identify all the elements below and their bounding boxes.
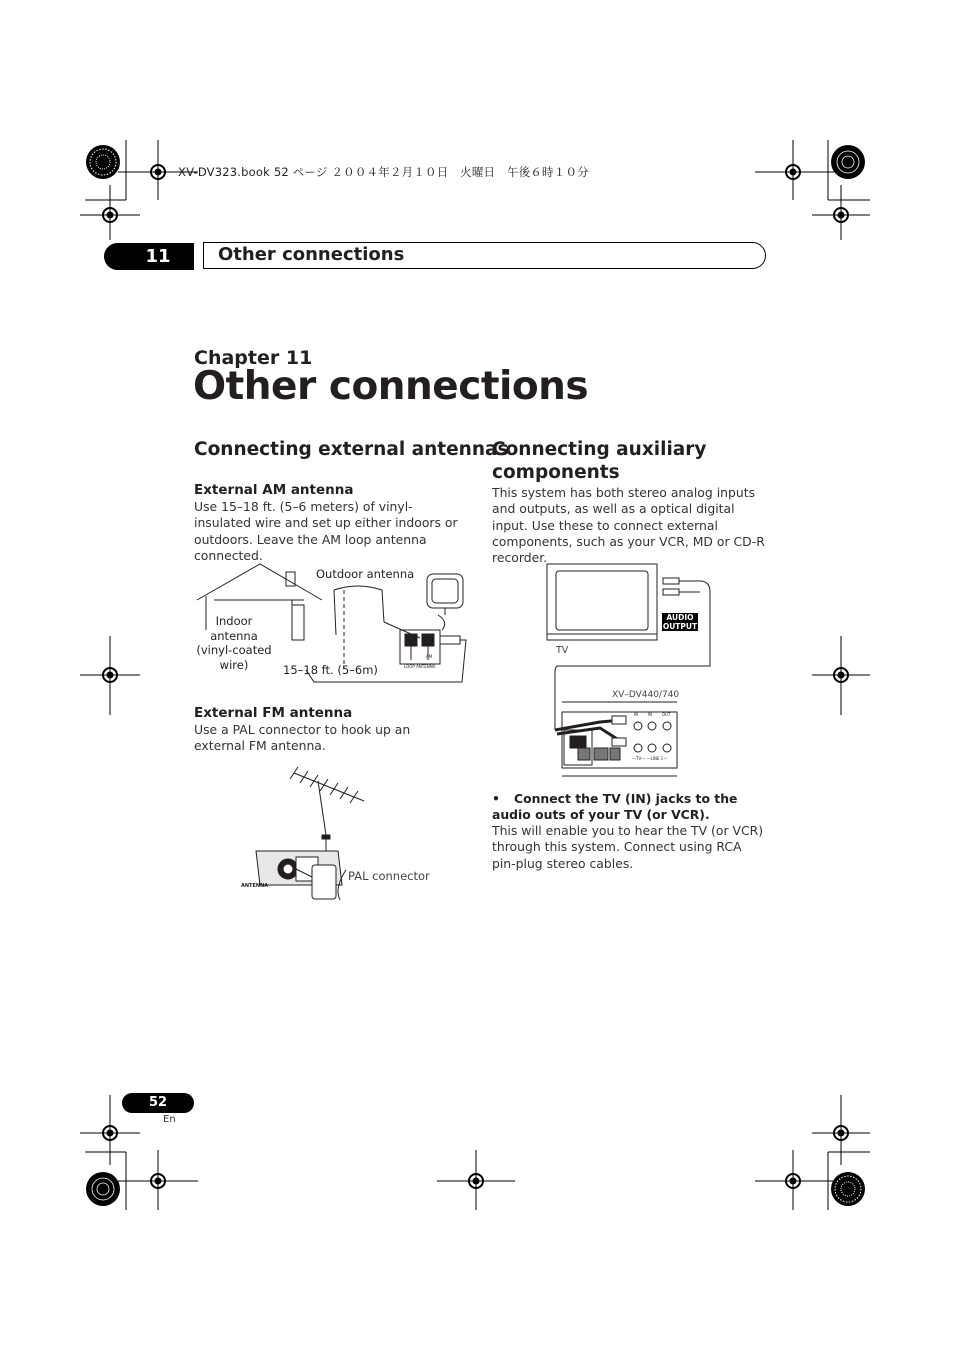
outdoor-antenna-caption: Outdoor antenna: [316, 567, 415, 581]
audio-output-badge: AUDIO OUTPUT: [662, 613, 698, 631]
print-file-info: XV-DV323.book 52 ページ ２００４年２月１０日 火曜日 午後６時１０分: [178, 165, 589, 179]
tv-caption: TV: [556, 645, 569, 656]
tv-line-label: —TV— —LINE 1—: [632, 756, 668, 761]
bullet-title: Connect the TV (IN) jacks to the audio outs of your TV (or VCR).: [492, 791, 738, 823]
antenna-terminal-label: ANTENNA: [241, 883, 269, 889]
am-antenna-body: Use 15–18 ft. (5–6 meters) of vinyl-insulated wire and set up either indoors or outdoors. Leave the AM loop antenna connected.: [194, 499, 458, 563]
chapter-bar-title: Other connections: [218, 244, 405, 265]
chapter-title-bar: [203, 242, 766, 269]
auxiliary-connection-diagram: [540, 562, 720, 780]
chapter-label: Chapter 11: [194, 347, 313, 369]
page-title: Other connections: [193, 364, 589, 409]
chapter-number-badge: 11: [104, 243, 194, 270]
loop-antenna-label: LOOP ANTENNA: [404, 664, 436, 669]
section-heading-antennas: Connecting external antennas: [194, 439, 509, 460]
fm-antenna-body: Use a PAL connector to hook up an external FM antenna.: [194, 722, 411, 754]
jack-label-out: OUT: [662, 712, 671, 717]
bullet-body: This will enable you to hear the TV (or VCR) through this system. Connect using RCA pin-plug stereo cables.: [492, 823, 764, 871]
subheading-am-antenna: External AM antenna: [194, 482, 354, 498]
wire-length-caption: 15–18 ft. (5–6m): [283, 663, 378, 677]
section-heading-auxiliary: Connecting auxiliary components: [492, 439, 707, 483]
jack-label-in-1: IN: [634, 712, 639, 717]
model-caption: XV–DV440/740: [612, 690, 680, 700]
auxiliary-body: This system has both stereo analog inputs and outputs, as well as a optical digital input. Use these to connect external components, such as your VCR, MD or CD-R recorder.: [492, 485, 765, 566]
bullet-instruction: [492, 791, 767, 824]
pal-connector-caption: PAL connector: [348, 869, 430, 883]
page-number-badge: 52: [122, 1093, 194, 1113]
am-terminal-label: AM: [426, 654, 433, 659]
bullet-marker: •: [492, 791, 500, 806]
page-language: En: [163, 1114, 176, 1125]
subheading-fm-antenna: External FM antenna: [194, 705, 353, 721]
indoor-antenna-caption: Indoor antenna (vinyl-coated wire): [196, 614, 272, 672]
jack-label-in-2: IN: [648, 712, 653, 717]
